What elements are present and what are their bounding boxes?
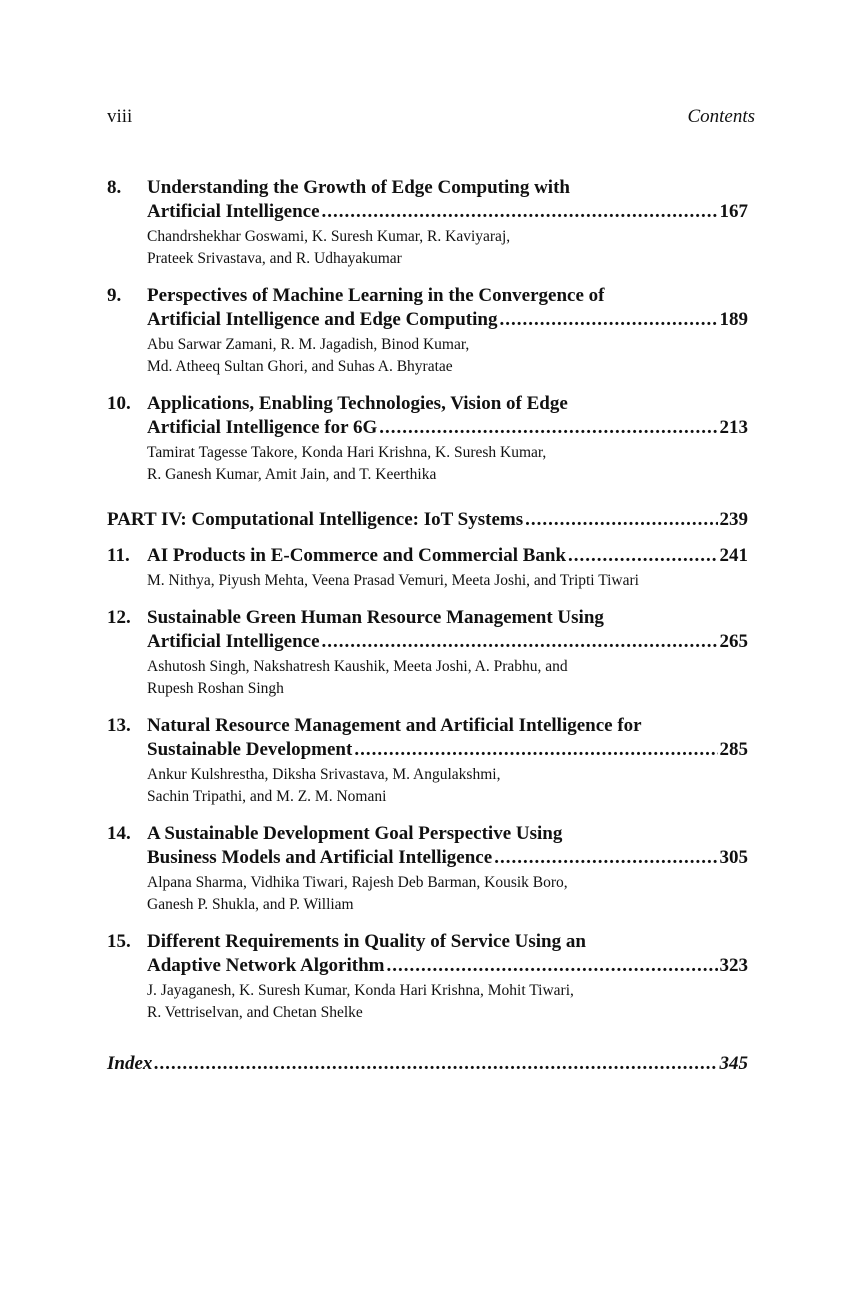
index-label: Index [107, 1053, 153, 1074]
toc-entry-11[interactable] [107, 544, 748, 592]
toc-entry-8[interactable] [107, 176, 748, 270]
part-title: PART IV: Computational Intelligence: IoT Systems [107, 509, 524, 530]
toc-entry-15[interactable] [107, 930, 748, 1024]
chapter-title-line1: Perspectives of Machine Learning in the Convergence of [147, 285, 605, 306]
page-header [107, 106, 755, 132]
author-line: Alpana Sharma, Vidhika Tiwari, Rajesh Deb Barman, Kousik Boro, [147, 874, 568, 891]
chapter-title-line1: Sustainable Green Human Resource Management Using [147, 607, 604, 628]
chapter-page: 167 [719, 201, 748, 222]
dot-leader [494, 846, 717, 870]
chapter-authors [147, 656, 748, 700]
author-line: Ganesh P. Shukla, and P. William [147, 896, 354, 913]
toc-entry-13[interactable] [107, 714, 748, 808]
author-line: Ankur Kulshrestha, Diksha Srivastava, M. Angulakshmi, [147, 766, 501, 783]
chapter-authors [147, 226, 748, 270]
dot-leader [154, 1052, 717, 1076]
author-line: R. Vettriselvan, and Chetan Shelke [147, 1004, 363, 1021]
author-line: M. Nithya, Piyush Mehta, Veena Prasad Vemuri, Meeta Joshi, and Tripti Tiwari [147, 572, 639, 589]
chapter-title-line2: Artificial Intelligence and Edge Computing [147, 309, 498, 330]
page-number: viii [107, 106, 133, 127]
chapter-title-line1: Applications, Enabling Technologies, Vision of Edge [147, 393, 568, 414]
chapter-number: 10. [107, 393, 131, 414]
chapter-page: 189 [719, 309, 748, 330]
author-line: Ashutosh Singh, Nakshatresh Kaushik, Meeta Joshi, A. Prabhu, and [147, 658, 568, 675]
author-line: J. Jayaganesh, K. Suresh Kumar, Konda Hari Krishna, Mohit Tiwari, [147, 982, 574, 999]
chapter-title-line2: Artificial Intelligence [147, 201, 320, 222]
toc-entry-10[interactable] [107, 392, 748, 486]
chapter-title-line2: Artificial Intelligence for 6G [147, 417, 378, 438]
chapter-authors [147, 872, 748, 916]
toc-entry-14[interactable] [107, 822, 748, 916]
chapter-authors [147, 980, 748, 1024]
author-line: Chandrshekhar Goswami, K. Suresh Kumar, R. Kaviyaraj, [147, 228, 511, 245]
chapter-title-line2: Sustainable Development [147, 739, 353, 760]
dot-leader [322, 630, 718, 654]
dot-leader [499, 308, 717, 332]
toc-index[interactable] [107, 1052, 748, 1076]
chapter-title-line1: Different Requirements in Quality of Service Using an [147, 931, 586, 952]
author-line: Rupesh Roshan Singh [147, 680, 284, 697]
chapter-title: AI Products in E-Commerce and Commercial Bank [147, 545, 567, 566]
dot-leader [525, 508, 717, 532]
dot-leader [568, 544, 717, 568]
chapter-title-line2: Adaptive Network Algorithm [147, 955, 385, 976]
chapter-title-line1: A Sustainable Development Goal Perspective Using [147, 823, 563, 844]
toc-entry-12[interactable] [107, 606, 748, 700]
toc-entry-9[interactable] [107, 284, 748, 378]
author-line: R. Ganesh Kumar, Amit Jain, and T. Keerthika [147, 466, 437, 483]
chapter-number: 14. [107, 823, 131, 844]
toc-part-heading[interactable] [107, 508, 748, 532]
chapter-title-line2: Business Models and Artificial Intelligence [147, 847, 493, 868]
dot-leader [322, 200, 718, 224]
chapter-title-line2: Artificial Intelligence [147, 631, 320, 652]
chapter-title-line1: Natural Resource Management and Artificial Intelligence for [147, 715, 642, 736]
chapter-page: 285 [719, 739, 748, 760]
dot-leader [354, 738, 717, 762]
part-page: 239 [719, 509, 748, 530]
chapter-page: 323 [719, 955, 748, 976]
chapter-number: 15. [107, 931, 131, 952]
chapter-page: 265 [719, 631, 748, 652]
chapter-authors [147, 334, 748, 378]
table-of-contents [107, 176, 748, 1076]
chapter-number: 12. [107, 607, 131, 628]
chapter-page: 305 [719, 847, 748, 868]
chapter-number: 8. [107, 177, 122, 198]
chapter-authors [147, 442, 748, 486]
index-page: 345 [719, 1053, 748, 1074]
dot-leader [379, 416, 717, 440]
chapter-page: 213 [719, 417, 748, 438]
chapter-number: 13. [107, 715, 131, 736]
dot-leader [386, 954, 717, 978]
running-head: Contents [687, 106, 755, 127]
author-line: Prateek Srivastava, and R. Udhayakumar [147, 250, 402, 267]
chapter-authors [147, 570, 748, 592]
chapter-page: 241 [719, 545, 748, 566]
chapter-authors [147, 764, 748, 808]
author-line: Abu Sarwar Zamani, R. M. Jagadish, Binod Kumar, [147, 336, 470, 353]
author-line: Sachin Tripathi, and M. Z. M. Nomani [147, 788, 387, 805]
author-line: Tamirat Tagesse Takore, Konda Hari Krishna, K. Suresh Kumar, [147, 444, 547, 461]
chapter-number: 9. [107, 285, 122, 306]
author-line: Md. Atheeq Sultan Ghori, and Suhas A. Bhyratae [147, 358, 453, 375]
chapter-title-line1: Understanding the Growth of Edge Computing with [147, 177, 570, 198]
chapter-number: 11. [107, 545, 130, 566]
